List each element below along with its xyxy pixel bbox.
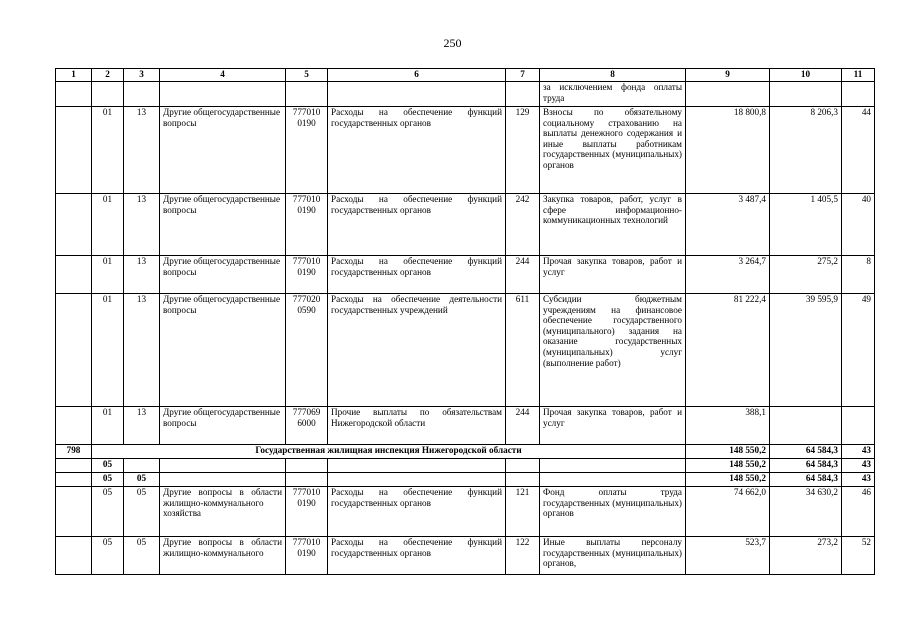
cell-col5: 777010 0190 bbox=[286, 537, 328, 575]
cell-col6: Расходы на обеспечение функций государственных органов bbox=[328, 256, 506, 294]
cell-col3: 13 bbox=[124, 294, 160, 407]
cell-col2: 05 bbox=[92, 487, 124, 537]
cell-col11 bbox=[842, 407, 875, 445]
cell-col3: 13 bbox=[124, 256, 160, 294]
cell-col2: 01 bbox=[92, 194, 124, 256]
cell-col2 bbox=[92, 82, 124, 107]
section-total-fact: 64 584,3 bbox=[770, 459, 842, 473]
cell-col7 bbox=[506, 459, 540, 473]
header-cell: 8 bbox=[540, 69, 686, 82]
cell-col4: Другие общегосударственные вопросы bbox=[160, 294, 286, 407]
cell-col10: 273,2 bbox=[770, 537, 842, 575]
table-row bbox=[56, 256, 875, 294]
cell-col7: 122 bbox=[506, 537, 540, 575]
agency-code: 798 bbox=[56, 445, 92, 459]
cell-col8: Прочая закупка товаров, работ и услуг bbox=[540, 407, 686, 445]
cell-col4: Другие вопросы в области жилищно-коммунального bbox=[160, 537, 286, 575]
cell-col5: 777010 0190 bbox=[286, 256, 328, 294]
table-row bbox=[56, 407, 875, 445]
cell-col1 bbox=[56, 487, 92, 537]
header-cell: 3 bbox=[124, 69, 160, 82]
table-row bbox=[56, 487, 875, 537]
cell-col8: Взносы по обязательному социальному страхованию на выплаты денежного содержания и иные выплаты работникам государственных (муниципальных) органов bbox=[540, 107, 686, 194]
agency-total-plan: 148 550,2 bbox=[686, 445, 770, 459]
cell-col1 bbox=[56, 294, 92, 407]
section-code: 05 bbox=[92, 459, 124, 473]
agency-total-fact: 64 584,3 bbox=[770, 445, 842, 459]
cell-col5: 777069 6000 bbox=[286, 407, 328, 445]
cell-col5: 777020 0590 bbox=[286, 294, 328, 407]
cell-col3: 13 bbox=[124, 407, 160, 445]
cell-col1 bbox=[56, 459, 92, 473]
cell-col1 bbox=[56, 82, 92, 107]
subsection-section-code: 05 bbox=[92, 473, 124, 487]
cell-col1 bbox=[56, 537, 92, 575]
subsection-total-plan: 148 550,2 bbox=[686, 473, 770, 487]
cell-col6: Прочие выплаты по обязательствам Нижегородской области bbox=[328, 407, 506, 445]
header-cell: 5 bbox=[286, 69, 328, 82]
cell-col10: 34 630,2 bbox=[770, 487, 842, 537]
cell-col10 bbox=[770, 82, 842, 107]
cell-col10: 275,2 bbox=[770, 256, 842, 294]
table-row bbox=[56, 107, 875, 194]
cell-col1 bbox=[56, 194, 92, 256]
cell-col9: 74 662,0 bbox=[686, 487, 770, 537]
cell-col8 bbox=[540, 473, 686, 487]
cell-col1 bbox=[56, 407, 92, 445]
cell-col11: 46 bbox=[842, 487, 875, 537]
table-row bbox=[56, 294, 875, 407]
cell-col11: 40 bbox=[842, 194, 875, 256]
cell-col3: 05 bbox=[124, 537, 160, 575]
cell-col10: 39 595,9 bbox=[770, 294, 842, 407]
cell-col8: Иные выплаты персоналу государственных (муниципальных) органов, bbox=[540, 537, 686, 575]
cell-col1 bbox=[56, 256, 92, 294]
cell-col4: Другие вопросы в области жилищно-коммунального хозяйства bbox=[160, 487, 286, 537]
header-cell: 2 bbox=[92, 69, 124, 82]
cell-col11: 52 bbox=[842, 537, 875, 575]
cell-col2: 05 bbox=[92, 537, 124, 575]
cell-col3: 13 bbox=[124, 107, 160, 194]
cell-col7: 611 bbox=[506, 294, 540, 407]
cell-col7: 129 bbox=[506, 107, 540, 194]
header-cell: 4 bbox=[160, 69, 286, 82]
cell-col7: 244 bbox=[506, 256, 540, 294]
subsection-percent: 43 bbox=[842, 473, 875, 487]
header-cell: 1 bbox=[56, 69, 92, 82]
header-row bbox=[56, 69, 875, 82]
cell-col6: Расходы на обеспечение функций государственных органов bbox=[328, 487, 506, 537]
cell-col6: Расходы на обеспечение функций государственных органов bbox=[328, 107, 506, 194]
cell-col4: Другие общегосударственные вопросы bbox=[160, 407, 286, 445]
cell-col4: Другие общегосударственные вопросы bbox=[160, 256, 286, 294]
cell-col4 bbox=[160, 82, 286, 107]
cell-col6 bbox=[328, 459, 506, 473]
cell-col8: Прочая закупка товаров, работ и услуг bbox=[540, 256, 686, 294]
cell-col9: 81 222,4 bbox=[686, 294, 770, 407]
cell-col9: 3 487,4 bbox=[686, 194, 770, 256]
cell-col2: 01 bbox=[92, 256, 124, 294]
cell-col10: 1 405,5 bbox=[770, 194, 842, 256]
cell-col4 bbox=[160, 473, 286, 487]
cell-col9: 388,1 bbox=[686, 407, 770, 445]
page-number: 250 bbox=[443, 36, 462, 50]
header-cell: 6 bbox=[328, 69, 506, 82]
section-row bbox=[56, 459, 875, 473]
cell-col3 bbox=[124, 82, 160, 107]
cell-col6 bbox=[328, 473, 506, 487]
cell-col8: Закупка товаров, работ, услуг в сфере информационно-коммуникационных технологий bbox=[540, 194, 686, 256]
cell-col9: 523,7 bbox=[686, 537, 770, 575]
header-cell: 11 bbox=[842, 69, 875, 82]
section-percent: 43 bbox=[842, 459, 875, 473]
agency-percent: 43 bbox=[842, 445, 875, 459]
cell-col6: Расходы на обеспечение деятельности государственных учреждений bbox=[328, 294, 506, 407]
cell-col11 bbox=[842, 82, 875, 107]
cell-col6 bbox=[328, 82, 506, 107]
header-cell: 9 bbox=[686, 69, 770, 82]
cell-col2: 01 bbox=[92, 407, 124, 445]
cell-col7: 121 bbox=[506, 487, 540, 537]
cell-col11: 8 bbox=[842, 256, 875, 294]
cell-col6: Расходы на обеспечение функций государственных органов bbox=[328, 194, 506, 256]
cell-col3: 05 bbox=[124, 487, 160, 537]
subsection-total-fact: 64 584,3 bbox=[770, 473, 842, 487]
subsection-row bbox=[56, 473, 875, 487]
cell-col10 bbox=[770, 407, 842, 445]
cell-col7 bbox=[506, 473, 540, 487]
cell-col2: 01 bbox=[92, 294, 124, 407]
agency-name: Государственная жилищная инспекция Нижегородской области bbox=[92, 445, 686, 459]
cell-col3: 13 bbox=[124, 194, 160, 256]
cell-col4 bbox=[160, 459, 286, 473]
cell-col5 bbox=[286, 473, 328, 487]
cell-col9 bbox=[686, 82, 770, 107]
table-row bbox=[56, 537, 875, 575]
table-row bbox=[56, 82, 875, 107]
header-cell: 7 bbox=[506, 69, 540, 82]
subsection-code: 05 bbox=[124, 473, 160, 487]
cell-col7 bbox=[506, 82, 540, 107]
cell-col1 bbox=[56, 107, 92, 194]
cell-col9: 18 800,8 bbox=[686, 107, 770, 194]
cell-col9: 3 264,7 bbox=[686, 256, 770, 294]
table-row bbox=[56, 194, 875, 256]
cell-col11: 44 bbox=[842, 107, 875, 194]
cell-col5: 777010 0190 bbox=[286, 487, 328, 537]
cell-col8: Фонд оплаты труда государственных (муниципальных) органов bbox=[540, 487, 686, 537]
header-cell: 10 bbox=[770, 69, 842, 82]
cell-col5: 777010 0190 bbox=[286, 194, 328, 256]
cell-col4: Другие общегосударственные вопросы bbox=[160, 194, 286, 256]
cell-col1 bbox=[56, 473, 92, 487]
budget-table bbox=[55, 68, 875, 575]
cell-col11: 49 bbox=[842, 294, 875, 407]
cell-col8: Субсидии бюджетным учреждениям на финансовое обеспечение государственного (муниципального) задания на оказание государственных (муниципальных) услуг (выполнение работ) bbox=[540, 294, 686, 407]
cell-col2: 01 bbox=[92, 107, 124, 194]
cell-col4: Другие общегосударственные вопросы bbox=[160, 107, 286, 194]
agency-row bbox=[56, 445, 875, 459]
cell-col3 bbox=[124, 459, 160, 473]
cell-col5 bbox=[286, 459, 328, 473]
cell-col8: за исключением фонда оплаты труда bbox=[540, 82, 686, 107]
cell-col7: 242 bbox=[506, 194, 540, 256]
cell-col5 bbox=[286, 82, 328, 107]
cell-col10: 8 206,3 bbox=[770, 107, 842, 194]
cell-col7: 244 bbox=[506, 407, 540, 445]
cell-col8 bbox=[540, 459, 686, 473]
cell-col5: 777010 0190 bbox=[286, 107, 328, 194]
section-total-plan: 148 550,2 bbox=[686, 459, 770, 473]
cell-col6: Расходы на обеспечение функций государственных органов bbox=[328, 537, 506, 575]
